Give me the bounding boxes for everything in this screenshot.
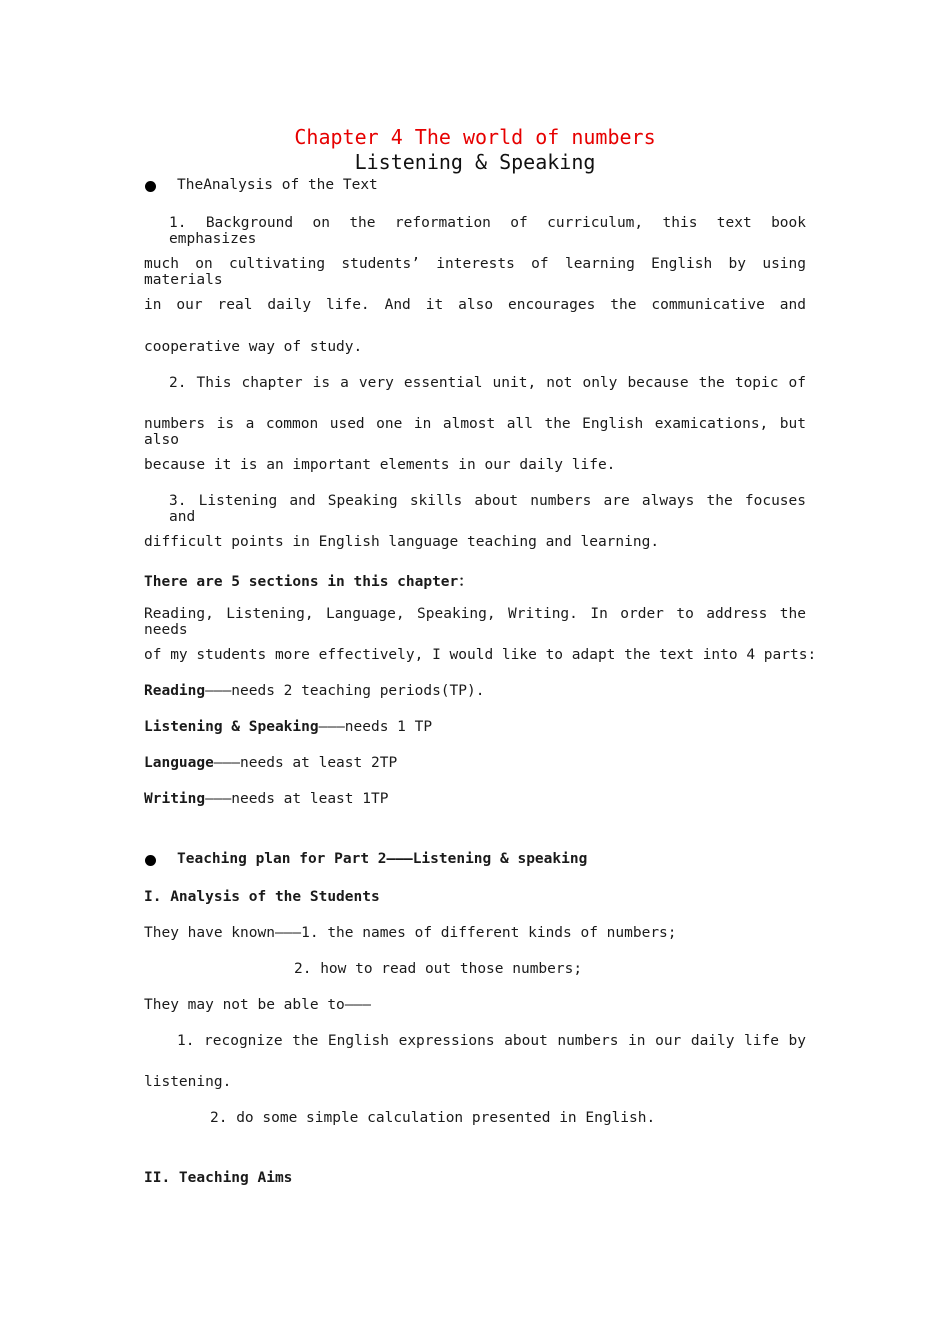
- paragraph-line: numbers is a common used one in almost all the English examications, but also: [144, 416, 806, 448]
- paragraph-line: 3. Listening and Speaking skills about numbers are always the focuses and: [169, 493, 806, 525]
- sections-heading: There are 5 sections in this chapter：: [144, 574, 473, 590]
- paragraph-line: 2. do some simple calculation presented in English.: [210, 1110, 656, 1126]
- part-item: [144, 719, 432, 735]
- paragraph-line: listening.: [144, 1074, 232, 1090]
- part-desc: ———needs 2 teaching periods(TP).: [205, 683, 485, 699]
- paragraph-line: of my students more effectively, I would like to adapt the text into 4 parts:: [144, 647, 817, 663]
- paragraph-line: difficult points in English language teaching and learning.: [144, 534, 660, 550]
- part-name: Reading: [144, 683, 206, 699]
- part-name: Writing: [144, 791, 206, 807]
- bullet-icon: [145, 181, 156, 192]
- part-name: Listening & Speaking: [144, 719, 319, 735]
- paragraph-line: They may not be able to———: [144, 997, 371, 1013]
- part-item: [144, 755, 397, 771]
- paragraph-line: They have known———1. the names of different kinds of numbers;: [144, 925, 677, 941]
- section-heading-analysis: TheAnalysis of the Text: [177, 177, 378, 193]
- part-item: [144, 791, 388, 807]
- part-desc: ———needs at least 2TP: [213, 755, 398, 771]
- chapter-subtitle: Listening & Speaking: [354, 150, 596, 174]
- part-item: [144, 683, 484, 699]
- paragraph-line: much on cultivating students’ interests of learning English by using materials: [144, 256, 806, 288]
- subheading-analysis-students: I. Analysis of the Students: [144, 889, 380, 905]
- part-desc: ———needs 1 TP: [318, 719, 433, 735]
- paragraph-line: 2. This chapter is a very essential unit, not only because the topic of: [169, 375, 806, 391]
- paragraph-line: 1. recognize the English expressions about numbers in our daily life by: [177, 1033, 806, 1049]
- paragraph-line: because it is an important elements in our daily life.: [144, 457, 616, 473]
- chapter-title: Chapter 4 The world of numbers: [294, 125, 656, 149]
- part-name: Language: [144, 755, 214, 771]
- paragraph-line: in our real daily life. And it also encourages the communicative and: [144, 297, 806, 313]
- subheading-teaching-aims: II. Teaching Aims: [144, 1170, 293, 1186]
- bullet-icon: [145, 855, 156, 866]
- paragraph-line: 1. Background on the reformation of curriculum, this text book emphasizes: [169, 215, 806, 247]
- section-heading-teaching-plan: Teaching plan for Part 2———Listening & speaking: [177, 851, 588, 867]
- paragraph-line: 2. how to read out those numbers;: [294, 961, 583, 977]
- paragraph-line: cooperative way of study.: [144, 339, 363, 355]
- part-desc: ———needs at least 1TP: [205, 791, 389, 807]
- paragraph-line: Reading, Listening, Language, Speaking, Writing. In order to address the needs: [144, 606, 806, 638]
